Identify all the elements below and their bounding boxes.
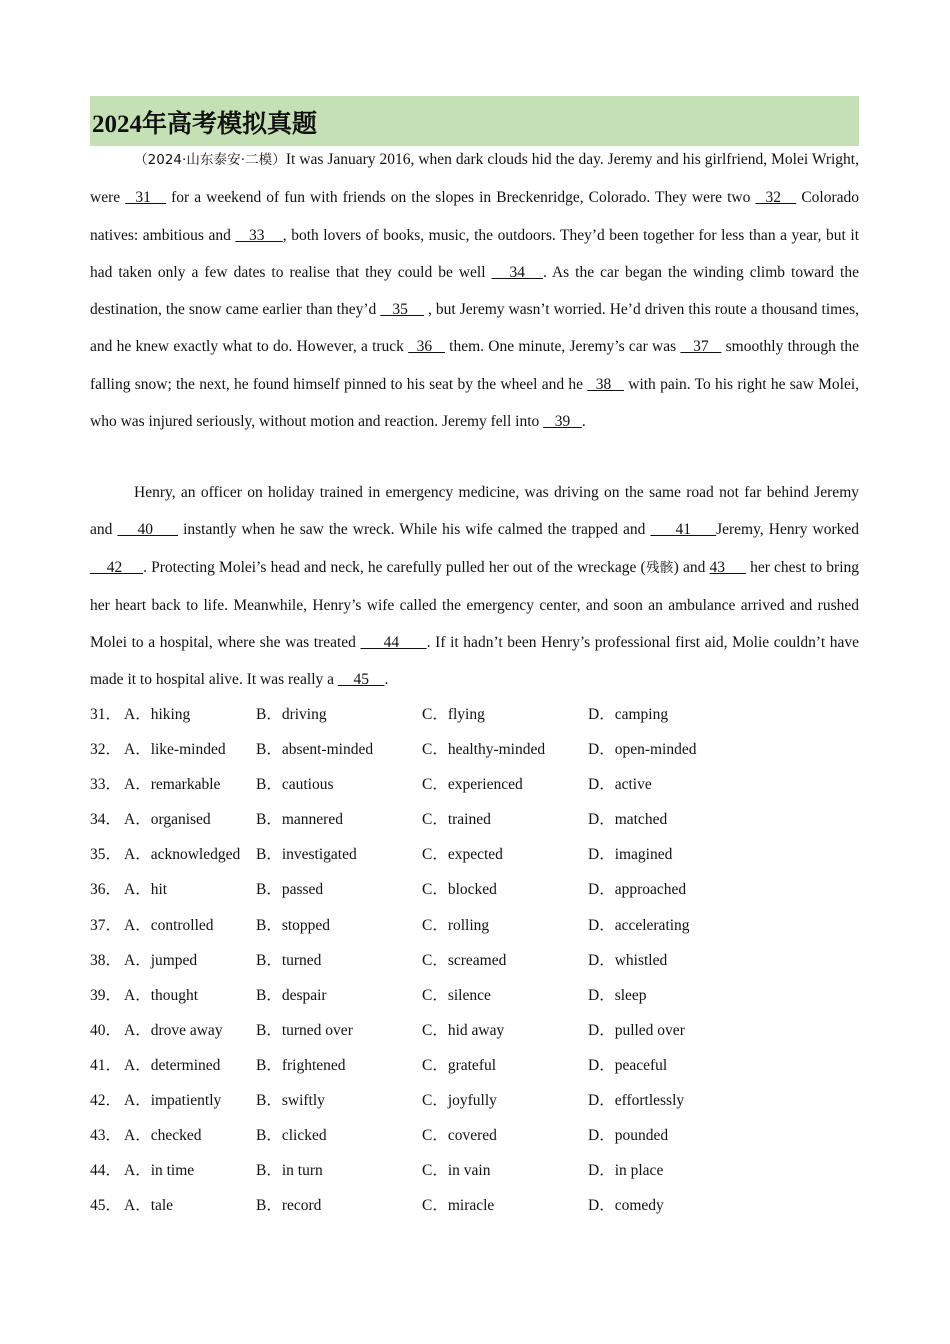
option-a: A．thought xyxy=(124,986,199,1004)
passage-text: for a weekend of fun with friends on the slopes in Breckenridge, Colorado. They were two xyxy=(166,189,756,207)
option-a: A．tale xyxy=(124,1197,174,1215)
question-number: 39． xyxy=(90,986,122,1004)
option-d: D．camping xyxy=(588,706,669,723)
option-b: B．investigated xyxy=(256,846,357,864)
question-number: 40． xyxy=(90,1021,122,1039)
question-number: 38． xyxy=(90,951,122,969)
option-c: C．flying xyxy=(422,706,485,723)
option-c: C．grateful xyxy=(422,1056,497,1074)
question-number: 41． xyxy=(90,1056,122,1074)
option-c: C．trained xyxy=(422,811,491,829)
blank-35: 35 xyxy=(380,301,424,319)
option-c: C．covered xyxy=(422,1127,497,1145)
blank-37: 37 xyxy=(680,338,722,356)
source-tag: （2024·山东泰安·二模） xyxy=(134,152,286,168)
option-d: D．whistled xyxy=(588,951,668,969)
blank-40: 40 xyxy=(117,521,179,539)
option-c: C．in vain xyxy=(422,1162,491,1180)
question-number: 34． xyxy=(90,811,122,829)
question-row xyxy=(90,1153,859,1188)
option-d: D．effortlessly xyxy=(588,1092,685,1110)
passage-text: Henry, an officer on holiday trained in emergency medicine, was driving on the same road not far behind Jeremy and xyxy=(90,484,859,539)
question-number: 42． xyxy=(90,1092,122,1110)
passage-text: . xyxy=(581,413,586,431)
section-title: 2024年高考模拟真题 xyxy=(92,111,318,138)
question-number: 37． xyxy=(90,916,122,934)
blank-34: 34 xyxy=(491,263,543,281)
option-d: D．approached xyxy=(588,881,687,899)
question-row xyxy=(90,837,859,872)
option-d: D．open-minded xyxy=(588,741,697,759)
option-d: D．pulled over xyxy=(588,1021,685,1039)
question-number: 33． xyxy=(90,776,122,794)
blank-31: 31 xyxy=(125,189,167,207)
option-c: C．screamed xyxy=(422,951,507,969)
option-b: B．turned over xyxy=(256,1021,353,1039)
gloss-word: 残骸 xyxy=(645,559,674,576)
option-d: D．pounded xyxy=(588,1127,669,1145)
option-d: D．active xyxy=(588,776,652,794)
passage-text: smoothly through the falling snow; the next, he found himself pinned to his seat by the wheel and he xyxy=(90,338,860,393)
option-a: A．determined xyxy=(124,1056,221,1074)
option-b: B．mannered xyxy=(256,811,343,829)
blank-44: 44 xyxy=(360,634,427,652)
option-b: B．turned xyxy=(256,951,322,969)
option-b: B．absent-minded xyxy=(256,741,374,759)
passage-text: . xyxy=(384,671,389,689)
blank-43: 43 xyxy=(709,558,746,576)
question-row xyxy=(90,1083,859,1118)
blank-38: 38 xyxy=(587,375,624,393)
question-row xyxy=(90,1013,859,1048)
blank-39: 39 xyxy=(543,413,582,431)
option-d: D．matched xyxy=(588,811,668,829)
option-b: B．stopped xyxy=(256,916,331,934)
option-a: A．impatiently xyxy=(124,1092,222,1110)
passage-paragraph-1 xyxy=(90,141,859,440)
option-a: A．checked xyxy=(124,1127,202,1145)
option-b: B．passed xyxy=(256,881,324,899)
question-number: 36． xyxy=(90,881,122,899)
option-d: D．imagined xyxy=(588,846,673,864)
passage-paragraph-2 xyxy=(90,474,859,699)
section-banner xyxy=(90,96,859,146)
option-b: B．frightened xyxy=(256,1056,346,1074)
option-a: A．like-minded xyxy=(124,741,226,759)
passage-text: . If it hadn’t been Henry’s professional first aid, Molie couldn’t have made it to hospital alive. It was really a xyxy=(90,634,859,689)
question-row xyxy=(90,767,859,802)
option-d: D．comedy xyxy=(588,1197,664,1215)
question-row xyxy=(90,1048,859,1083)
option-a: A．hit xyxy=(124,881,168,899)
answer-options xyxy=(90,697,859,1223)
passage-text: , both lovers of books, music, the outdoors. They’d been together for less than a year, but it had taken only a few dates to realise that they could be well xyxy=(90,226,859,281)
option-b: B．clicked xyxy=(256,1127,327,1145)
blank-42: 42 xyxy=(90,558,144,576)
option-a: A．in time xyxy=(124,1162,195,1180)
option-c: C．hid away xyxy=(422,1021,505,1039)
question-row xyxy=(90,732,859,767)
question-row xyxy=(90,978,859,1013)
option-d: D．in place xyxy=(588,1162,664,1180)
option-a: A．hiking xyxy=(124,706,191,723)
option-b: B．record xyxy=(256,1197,322,1215)
blank-33: 33 xyxy=(235,226,283,244)
passage-text: Jeremy, Henry worked xyxy=(716,521,859,539)
option-a: A．organised xyxy=(124,811,211,829)
option-d: D．peaceful xyxy=(588,1056,668,1074)
option-d: D．sleep xyxy=(588,986,647,1004)
option-c: C．healthy-minded xyxy=(422,741,546,759)
option-d: D．accelerating xyxy=(588,916,690,934)
question-row xyxy=(90,1188,859,1223)
option-a: A．acknowledged xyxy=(124,846,241,864)
option-c: C．blocked xyxy=(422,881,497,899)
blank-32: 32 xyxy=(755,189,797,207)
option-a: A．controlled xyxy=(124,916,214,934)
option-b: B．despair xyxy=(256,986,327,1004)
question-number: 44． xyxy=(90,1162,122,1180)
question-row xyxy=(90,697,859,732)
option-a: A．remarkable xyxy=(124,776,221,794)
passage-text: . Protecting Molei’s head and neck, he carefully pulled her out of the wreckage ( xyxy=(143,558,646,576)
question-number: 45． xyxy=(90,1197,122,1215)
passage-text: with pain. To his right he saw Molei, who was injured seriously, without motion and reaction. Jeremy fell into xyxy=(90,375,860,431)
option-c: C．joyfully xyxy=(422,1092,497,1110)
option-b: B．in turn xyxy=(256,1162,323,1180)
question-row xyxy=(90,802,859,837)
option-a: A．jumped xyxy=(124,951,198,969)
passage-text: them. One minute, Jeremy’s car was xyxy=(444,338,681,356)
question-number: 31． xyxy=(90,706,122,723)
question-row xyxy=(90,872,859,907)
question-row xyxy=(90,908,859,943)
option-b: B．cautious xyxy=(256,776,334,794)
question-number: 32． xyxy=(90,741,122,759)
passage-text: instantly when he saw the wreck. While his wife calmed the trapped and xyxy=(178,521,651,539)
question-row xyxy=(90,943,859,978)
blank-41: 41 xyxy=(650,521,717,539)
passage-text: ) and xyxy=(673,558,710,576)
question-number: 43． xyxy=(90,1127,122,1145)
option-c: C．expected xyxy=(422,846,503,864)
option-c: C．experienced xyxy=(422,776,523,794)
question-number: 35． xyxy=(90,846,122,864)
option-b: B．driving xyxy=(256,706,327,723)
blank-36: 36 xyxy=(408,338,445,356)
option-c: C．miracle xyxy=(422,1197,495,1215)
passage-text: Colorado natives: ambitious and xyxy=(90,189,860,244)
passage-text: her chest to bring her heart back to life. Meanwhile, Henry’s wife called the emergency center, and soon an ambulance arrived and rushed Molei to a hospital, where she was treated xyxy=(90,558,860,652)
blank-45: 45 xyxy=(337,671,385,689)
question-row xyxy=(90,1118,859,1153)
option-c: C．rolling xyxy=(422,916,490,934)
option-a: A．drove away xyxy=(124,1021,223,1039)
passage-text: , but Jeremy wasn’t worried. He’d driven this route a thousand times, and he knew exactly what to do. However, a truck xyxy=(90,301,859,356)
option-c: C．silence xyxy=(422,986,491,1004)
option-b: B．swiftly xyxy=(256,1092,325,1110)
passage-text: . As the car began the winding climb toward the destination, the snow came earlier than they’d xyxy=(90,263,859,319)
passage-text: It was January 2016, when dark clouds hid the day. Jeremy and his girlfriend, Molei Wright, were xyxy=(90,151,859,207)
